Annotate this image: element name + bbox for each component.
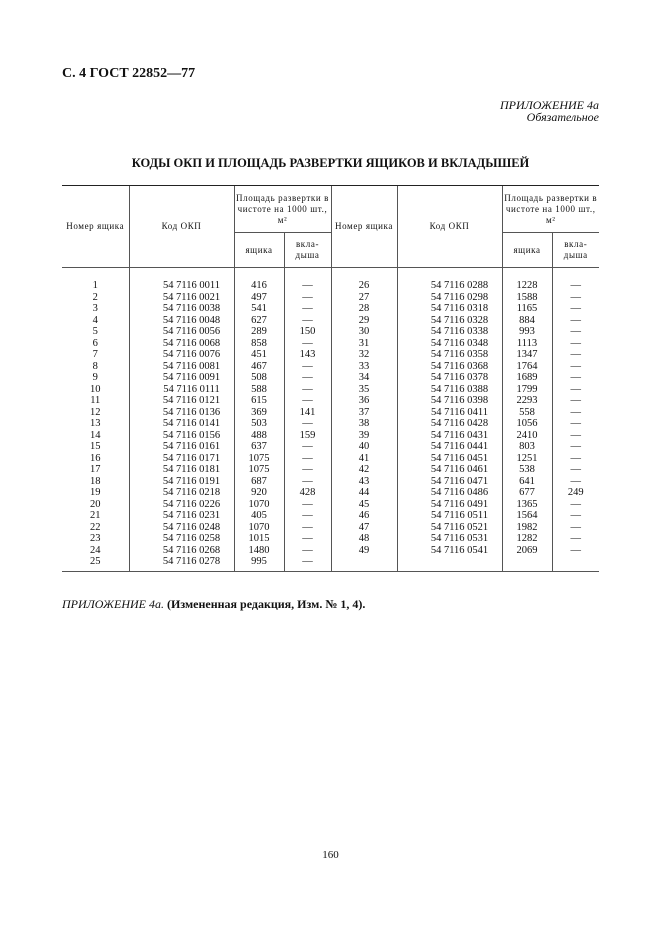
table-cell: 803: [502, 441, 552, 453]
table-cell: —: [552, 292, 599, 304]
table-row: [62, 522, 599, 534]
table-row: [62, 407, 599, 419]
table-cell: 8: [92, 360, 98, 372]
table-cell: 54 7116 0431: [397, 430, 502, 442]
table-cell: 47: [331, 522, 397, 534]
table-cell: —: [284, 361, 331, 373]
table-cell: —: [284, 476, 331, 488]
revision-note-text: (Измененная редакция, Изм. № 1, 4).: [163, 597, 366, 611]
table-cell: 488: [234, 430, 284, 442]
table-cell: 54 7116 0081: [129, 361, 234, 373]
table-cell: 41: [331, 453, 397, 465]
table-cell: 15: [90, 441, 101, 452]
table-cell: 46: [331, 510, 397, 522]
okp-codes-table: [62, 185, 599, 572]
table-cell: 38: [331, 418, 397, 430]
table-cell: —: [284, 441, 331, 453]
table-cell: 40: [331, 441, 397, 453]
table-cell: 1480: [234, 545, 284, 557]
table-cell: —: [552, 418, 599, 430]
table-cell: 150: [284, 326, 331, 338]
table-cell: —: [284, 338, 331, 350]
table-row: [62, 326, 599, 338]
table-cell: —: [284, 303, 331, 315]
table-cell: 9: [92, 372, 98, 383]
table-cell: 920: [234, 487, 284, 499]
table-cell: [331, 556, 397, 571]
table-cell: 54 7116 0171: [129, 453, 234, 465]
table-cell: 54 7116 0368: [397, 361, 502, 373]
table-cell: 45: [331, 499, 397, 511]
table-cell: 54 7116 0358: [397, 349, 502, 361]
table-cell: 428: [284, 487, 331, 499]
revision-note-appendix: ПРИЛОЖЕНИЕ 4а.: [62, 597, 164, 611]
table-cell: 54 7116 0038: [129, 303, 234, 315]
table-cell: 249: [552, 487, 599, 499]
table-cell: 858: [234, 338, 284, 350]
table-row: [62, 510, 599, 522]
table-cell: —: [552, 372, 599, 384]
page-header: С. 4 ГОСТ 22852—77: [62, 66, 196, 81]
table-cell: 54 7116 0428: [397, 418, 502, 430]
table-cell: 54 7116 0091: [129, 372, 234, 384]
table-cell: 1070: [234, 499, 284, 511]
table-cell: 54 7116 0111: [129, 384, 234, 396]
table-cell: 29: [331, 315, 397, 327]
table-cell: 884: [502, 315, 552, 327]
table-cell: 1347: [502, 349, 552, 361]
appendix-label: ПРИЛОЖЕНИЕ 4а: [500, 98, 599, 112]
table-cell: 677: [502, 487, 552, 499]
table-cell: —: [284, 268, 331, 292]
table-cell: 48: [331, 533, 397, 545]
table-cell: 467: [234, 361, 284, 373]
header-insert-area: вкла-дыша: [284, 233, 331, 268]
table-cell: 32: [331, 349, 397, 361]
table-row: [62, 315, 599, 327]
table-cell: —: [284, 453, 331, 465]
table-row: [62, 349, 599, 361]
table-cell: 54 7116 0248: [129, 522, 234, 534]
table-row: [62, 303, 599, 315]
table-cell: 54 7116 0191: [129, 476, 234, 488]
table-cell: 54 7116 0491: [397, 499, 502, 511]
table-row: [62, 453, 599, 465]
table-cell: 2069: [502, 545, 552, 557]
table-cell: —: [552, 499, 599, 511]
table-cell: 54 7116 0258: [129, 533, 234, 545]
table-cell: 35: [331, 384, 397, 396]
table-row: [62, 372, 599, 384]
header-box-area: ящика: [234, 233, 284, 268]
table-cell: —: [552, 349, 599, 361]
table-cell: 39: [331, 430, 397, 442]
table-cell: 2410: [502, 430, 552, 442]
table-cell: 1: [92, 280, 98, 291]
table-cell: —: [552, 533, 599, 545]
header-box-number: Номер ящика: [62, 186, 129, 268]
table-cell: 1228: [502, 268, 552, 292]
table-cell: 25: [62, 556, 129, 571]
table-cell: —: [284, 464, 331, 476]
table-row: [62, 476, 599, 488]
table-cell: —: [552, 464, 599, 476]
table-cell: —: [552, 522, 599, 534]
table-cell: 687: [234, 476, 284, 488]
table-cell: 10: [90, 383, 101, 395]
table-cell: 54 7116 0136: [129, 407, 234, 419]
table-cell: [552, 556, 599, 571]
table-row: [62, 361, 599, 373]
table-cell: 289: [234, 326, 284, 338]
table-cell: 19: [90, 487, 101, 498]
revision-note: [62, 597, 365, 612]
table-row: [62, 430, 599, 442]
table-cell: [397, 556, 502, 571]
table-cell: 54 7116 0288: [397, 268, 502, 292]
table-cell: 541: [234, 303, 284, 315]
table-row: [62, 499, 599, 511]
table-cell: 558: [502, 407, 552, 419]
table-cell: 54 7116 0141: [129, 418, 234, 430]
table-cell: 17: [90, 464, 101, 475]
table-cell: 1764: [502, 361, 552, 373]
table-cell: —: [552, 315, 599, 327]
header-insert-area-right: вкла-дыша: [552, 233, 599, 268]
table-cell: —: [552, 303, 599, 315]
table-cell: 995: [234, 556, 284, 571]
table-cell: 1075: [234, 453, 284, 465]
table-cell: 6: [92, 337, 98, 349]
table-cell: 369: [234, 407, 284, 419]
appendix-label-block: [500, 99, 599, 123]
appendix-status: Обязательное: [526, 110, 599, 124]
table-cell: 36: [331, 395, 397, 407]
table-cell: 22: [90, 521, 101, 533]
table-cell: 44: [331, 487, 397, 499]
table-cell: 33: [331, 361, 397, 373]
table-cell: 3: [92, 303, 98, 314]
table-cell: 1015: [234, 533, 284, 545]
table-cell: 54 7116 0451: [397, 453, 502, 465]
table-cell: —: [284, 533, 331, 545]
table-cell: 508: [234, 372, 284, 384]
table-cell: 416: [234, 268, 284, 292]
table-cell: —: [284, 545, 331, 557]
table-cell: 54 7116 0511: [397, 510, 502, 522]
table-cell: 54 7116 0531: [397, 533, 502, 545]
table-cell: 54 7116 0461: [397, 464, 502, 476]
table-cell: —: [552, 361, 599, 373]
table-cell: 2: [92, 291, 98, 303]
table-cell: 54 7116 0541: [397, 545, 502, 557]
table-cell: 405: [234, 510, 284, 522]
table-cell: 54 7116 0486: [397, 487, 502, 499]
document-title: КОДЫ ОКП И ПЛОЩАДЬ РАЗВЕРТКИ ЯЩИКОВ И ВКЛАДЫШЕЙ: [131, 156, 530, 170]
table-cell: 54 7116 0441: [397, 441, 502, 453]
table-row: [62, 292, 599, 304]
table-cell: 37: [331, 407, 397, 419]
table-row: [62, 384, 599, 396]
table-cell: 54 7116 0471: [397, 476, 502, 488]
table-cell: 141: [284, 407, 331, 419]
table-cell: 21: [90, 510, 101, 521]
table-cell: 4: [92, 314, 98, 326]
table-cell: 588: [234, 384, 284, 396]
table-cell: 54 7116 0218: [129, 487, 234, 499]
table-cell: 1564: [502, 510, 552, 522]
table-cell: 13: [90, 418, 101, 429]
table-cell: 1799: [502, 384, 552, 396]
table-cell: 54 7116 0348: [397, 338, 502, 350]
table-cell: 641: [502, 476, 552, 488]
table-cell: 24: [90, 544, 101, 556]
table-cell: 54 7116 0398: [397, 395, 502, 407]
table-cell: 538: [502, 464, 552, 476]
table-cell: 1056: [502, 418, 552, 430]
table-cell: 54 7116 0298: [397, 292, 502, 304]
table-row: [62, 533, 599, 545]
table-cell: 54 7116 0231: [129, 510, 234, 522]
header-area-right: [502, 186, 599, 233]
table-cell: 637: [234, 441, 284, 453]
header-box-number-right: Номер ящика: [331, 186, 397, 268]
table-cell: —: [552, 326, 599, 338]
table-cell: 54 7116 0011: [129, 268, 234, 292]
table-cell: 11: [90, 395, 101, 406]
table-cell: 54 7116 0388: [397, 384, 502, 396]
table-cell: 54 7116 0076: [129, 349, 234, 361]
table-cell: 1251: [502, 453, 552, 465]
table-row: [62, 545, 599, 557]
table-cell: —: [284, 418, 331, 430]
table-cell: 42: [331, 464, 397, 476]
table-cell: 615: [234, 395, 284, 407]
table-cell: —: [284, 372, 331, 384]
table-cell: 49: [331, 545, 397, 557]
table-body: [62, 268, 599, 572]
table-cell: —: [552, 430, 599, 442]
header-okp-code: Код ОКП: [129, 186, 234, 268]
table-cell: 497: [234, 292, 284, 304]
table-cell: 54 7116 0068: [129, 338, 234, 350]
table-cell: 503: [234, 418, 284, 430]
table-cell: —: [552, 545, 599, 557]
table-cell: —: [552, 384, 599, 396]
table-row: [62, 464, 599, 476]
table-cell: 23: [90, 533, 101, 544]
header-box-area-right: ящика: [502, 233, 552, 268]
table-cell: 54 7116 0318: [397, 303, 502, 315]
table-cell: 16: [90, 452, 101, 464]
table-cell: 31: [331, 338, 397, 350]
table-cell: 1165: [502, 303, 552, 315]
table-cell: 1282: [502, 533, 552, 545]
table-cell: 1588: [502, 292, 552, 304]
table-cell: 54 7116 0521: [397, 522, 502, 534]
table-cell: 54 7116 0338: [397, 326, 502, 338]
table-cell: 1689: [502, 372, 552, 384]
table-cell: 159: [284, 430, 331, 442]
table-cell: —: [284, 395, 331, 407]
table-cell: —: [552, 453, 599, 465]
table-cell: —: [284, 510, 331, 522]
table-cell: —: [552, 338, 599, 350]
table-cell: 54 7116 0328: [397, 315, 502, 327]
table-row: [62, 268, 599, 292]
table-cell: 54 7116 0021: [129, 292, 234, 304]
table-cell: 451: [234, 349, 284, 361]
table-cell: —: [284, 315, 331, 327]
table-row: [62, 556, 599, 571]
table-cell: —: [552, 476, 599, 488]
table-cell: 1365: [502, 499, 552, 511]
table-cell: 143: [284, 349, 331, 361]
table-cell: 54 7116 0181: [129, 464, 234, 476]
table-cell: —: [284, 499, 331, 511]
table-cell: 54 7116 0278: [129, 556, 234, 571]
table-cell: 1070: [234, 522, 284, 534]
table-cell: 12: [90, 406, 101, 418]
table-cell: 54 7116 0156: [129, 430, 234, 442]
table-cell: 54 7116 0048: [129, 315, 234, 327]
table-cell: 54 7116 0121: [129, 395, 234, 407]
table-cell: —: [284, 522, 331, 534]
table-cell: 627: [234, 315, 284, 327]
table-row: [62, 395, 599, 407]
table-cell: 54 7116 0161: [129, 441, 234, 453]
table-cell: —: [552, 395, 599, 407]
header-area: [234, 186, 331, 233]
table-cell: 26: [331, 268, 397, 292]
table-cell: —: [552, 441, 599, 453]
page-number: 160: [322, 849, 339, 861]
table-cell: 14: [90, 429, 101, 441]
table-cell: 54 7116 0268: [129, 545, 234, 557]
header-area-text: Площадь развертки в чистоте на 1000 шт., м²: [236, 192, 329, 225]
table-cell: 1113: [502, 338, 552, 350]
table-cell: [502, 556, 552, 571]
table-row: [62, 338, 599, 350]
table-cell: —: [284, 384, 331, 396]
table-cell: 54 7116 0411: [397, 407, 502, 419]
header-okp-code-right: Код ОКП: [397, 186, 502, 268]
table-cell: —: [284, 556, 331, 571]
table-cell: 18: [90, 475, 101, 487]
table-cell: 54 7116 0378: [397, 372, 502, 384]
table-row: [62, 487, 599, 499]
table-cell: 30: [331, 326, 397, 338]
table-cell: 993: [502, 326, 552, 338]
table-cell: 54 7116 0226: [129, 499, 234, 511]
table-cell: 28: [331, 303, 397, 315]
table-cell: 1982: [502, 522, 552, 534]
table-cell: 34: [331, 372, 397, 384]
table-cell: 2293: [502, 395, 552, 407]
table-cell: —: [552, 510, 599, 522]
table-cell: 20: [90, 498, 101, 510]
table-cell: 1075: [234, 464, 284, 476]
table-cell: 27: [331, 292, 397, 304]
table-cell: 5: [92, 326, 98, 337]
table-cell: —: [284, 292, 331, 304]
table-cell: 43: [331, 476, 397, 488]
table-cell: —: [552, 268, 599, 292]
table-cell: 54 7116 0056: [129, 326, 234, 338]
table-cell: —: [552, 407, 599, 419]
header-area-text-right: Площадь развертки в чистоте на 1000 шт., м²: [504, 192, 598, 225]
table-cell: 7: [92, 349, 98, 360]
table-row: [62, 441, 599, 453]
table-row: [62, 418, 599, 430]
